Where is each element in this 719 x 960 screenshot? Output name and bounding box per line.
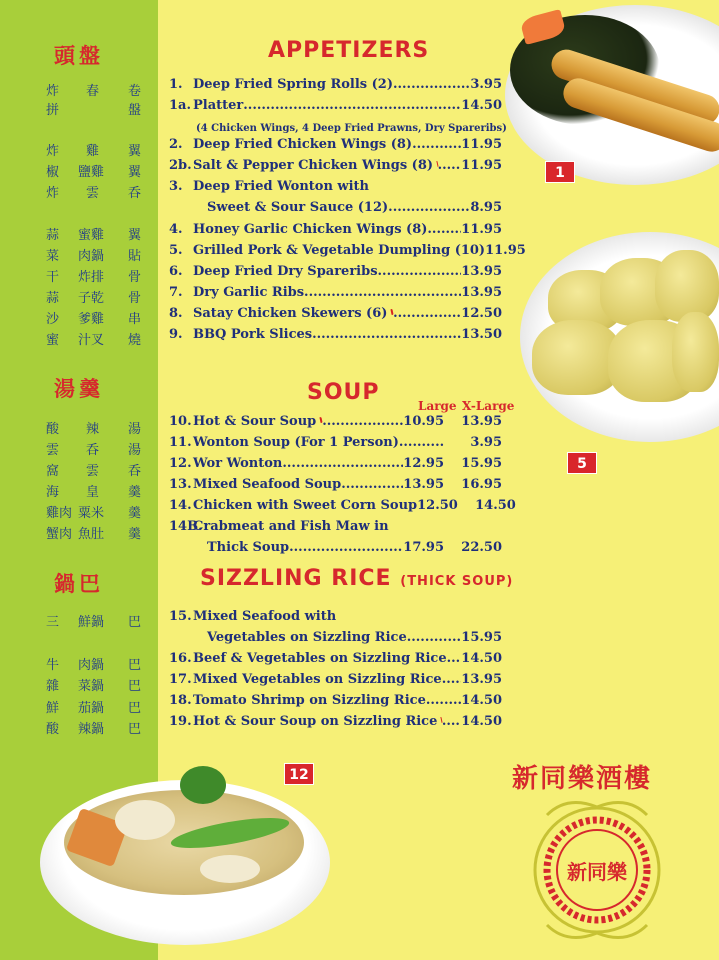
cn-item [46, 287, 142, 307]
price-large: 12.50 [417, 498, 458, 513]
item-number: 11. [169, 435, 192, 450]
cn-item-char: 粟米 [78, 506, 105, 521]
item-name: Vegetables on Sizzling Rice [207, 630, 407, 645]
tofu-piece [115, 800, 175, 840]
item-number: 7. [169, 285, 183, 300]
photo-badge-1: 1 [545, 161, 575, 183]
price-xlarge: 15.95 [461, 456, 502, 471]
cn-item [46, 675, 142, 695]
cn-item-char: 骨 [128, 291, 142, 306]
cn-item-char: 椒 [46, 165, 60, 180]
sizzling-subtitle: (THICK SOUP) [400, 574, 514, 589]
cn-item-char: 呑 [128, 186, 142, 201]
cn-item [46, 502, 142, 522]
dot-leader [438, 158, 462, 173]
item-price: 15.95 [461, 630, 502, 645]
broccoli [180, 766, 226, 804]
cn-item-char: 窩 [46, 464, 60, 479]
item-number: 18. [169, 693, 192, 708]
menu-item-row [169, 714, 502, 735]
cn-item-char: 羹 [128, 527, 142, 542]
item-number: 8. [169, 306, 183, 321]
cn-item [46, 481, 142, 501]
cn-item-char: 巴 [128, 701, 142, 716]
menu-item-row [169, 435, 502, 456]
cn-item [46, 718, 142, 738]
cn-item-char: 湯 [128, 422, 142, 437]
cn-item-char: 羹 [128, 485, 142, 500]
price-xlarge: 14.50 [475, 498, 516, 513]
price-large: 13.95 [403, 477, 444, 492]
cn-item-char: 春 [86, 84, 100, 99]
cn-item [46, 523, 142, 543]
menu-item-row [169, 285, 502, 306]
price-large: 17.95 [403, 540, 444, 555]
cn-item [46, 439, 142, 459]
item-price: 11.95 [485, 243, 526, 258]
cn-item-char: 肉鍋 [78, 249, 105, 264]
item-name: Platter [193, 98, 244, 113]
cn-item [46, 161, 142, 181]
item-name: Crabmeat and Fish Maw in [193, 519, 389, 534]
dot-leader [312, 327, 461, 342]
dot-leader [442, 714, 461, 729]
item-number: 3. [169, 179, 183, 194]
cn-item-char: 雜 [46, 679, 60, 694]
menu-item-row [169, 327, 502, 348]
item-number: 5. [169, 243, 183, 258]
cn-item [46, 418, 142, 438]
item-name: Mixed Seafood Soup [193, 477, 342, 492]
cn-item-char: 蜜雞 [78, 228, 105, 243]
dot-leader [388, 200, 470, 215]
item-number: 15. [169, 609, 192, 624]
menu-item-row [169, 77, 502, 98]
item-number: 1a. [169, 98, 191, 113]
cn-item [46, 611, 142, 631]
price-large: 10.95 [403, 414, 444, 429]
item-price: 8.95 [470, 200, 502, 215]
col-large-label: Large [418, 399, 457, 413]
cn-item-char: 雞 [86, 144, 100, 159]
cn-item-char: 酸 [46, 722, 60, 737]
menu-item-row [169, 179, 502, 200]
dot-leader [427, 222, 461, 237]
menu-item-row [169, 98, 502, 119]
item-name: Grilled Pork & Vegetable Dumpling (10) [193, 243, 486, 258]
item-name: Mixed Seafood with [193, 609, 337, 624]
cn-item-char: 翼 [128, 165, 142, 180]
cn-item-char: 盤 [128, 103, 142, 118]
dot-leader [426, 693, 461, 708]
menu-item-row [169, 477, 502, 498]
cn-soup-heading: 湯羹 [54, 377, 104, 401]
cn-item-char: 卷 [128, 84, 142, 99]
cn-item [46, 224, 142, 244]
menu-item-row [169, 137, 502, 158]
item-price: 11.95 [461, 158, 502, 173]
item-price: 11.95 [461, 222, 502, 237]
dot-leader [378, 264, 462, 279]
cn-item-char: 蒜 [46, 291, 60, 306]
cn-item-char: 炸排 [78, 270, 105, 285]
menu-item-row [169, 414, 502, 435]
item-number: 14. [169, 498, 192, 513]
menu-item-row [169, 672, 502, 693]
cn-item-char: 辣 [86, 422, 100, 437]
item-number: 6. [169, 264, 183, 279]
cn-rice-heading: 鍋巴 [54, 572, 104, 596]
item-price: 12.50 [461, 306, 502, 321]
item-name: Wor Wonton [193, 456, 283, 471]
item-number: 19. [169, 714, 192, 729]
cn-item-char: 呑 [86, 443, 100, 458]
item-number: 1. [169, 77, 183, 92]
price-xlarge: 3.95 [470, 435, 502, 450]
item-name: Dry Garlic Ribs [193, 285, 305, 300]
cn-item-char: 貼 [128, 249, 142, 264]
cn-item-char: 炸 [46, 84, 60, 99]
item-name: Honey Garlic Chicken Wings (8) [193, 222, 428, 237]
item-price: 14.50 [461, 651, 502, 666]
dot-leader [393, 77, 470, 92]
item-price: 13.95 [461, 264, 502, 279]
dot-leader [243, 98, 461, 113]
item-price: 13.95 [461, 672, 502, 687]
item-name: Deep Fried Dry Spareribs [193, 264, 378, 279]
dot-leader [322, 414, 403, 429]
dumpling [672, 312, 719, 392]
cn-item-char: 骨 [128, 270, 142, 285]
item-price: 13.95 [461, 285, 502, 300]
item-number: 13. [169, 477, 192, 492]
item-price: 11.95 [461, 137, 502, 152]
cn-item-char: 皇 [86, 485, 100, 500]
cn-item-char: 沙 [46, 312, 60, 327]
menu-item-row [169, 264, 502, 285]
cn-appetizers-heading: 頭盤 [54, 44, 104, 68]
seal-text: 新同樂 [567, 860, 627, 884]
item-number: 2. [169, 137, 183, 152]
cn-item [46, 140, 142, 160]
dot-leader [304, 285, 461, 300]
wonton-piece [200, 855, 260, 883]
dot-leader [412, 137, 461, 152]
item-name: Wonton Soup (For 1 Person) [193, 435, 399, 450]
price-xlarge: 22.50 [461, 540, 502, 555]
menu-item-row [169, 693, 502, 714]
dot-leader [282, 456, 403, 471]
menu-item-row [169, 630, 502, 651]
item-price: 13.50 [461, 327, 502, 342]
item-price: 14.50 [461, 98, 502, 113]
cn-item-char: 爹雞 [78, 312, 105, 327]
soup-title: SOUP [307, 380, 380, 405]
item-name: Deep Fried Wonton with [193, 179, 370, 194]
cn-item-char: 菜鍋 [78, 679, 105, 694]
item-name: Thick Soup [207, 540, 290, 555]
cn-item-char: 湯 [128, 443, 142, 458]
cn-item-char: 翼 [128, 228, 142, 243]
cn-item-char: 蜜 [46, 333, 60, 348]
cn-item-char: 雲 [86, 464, 100, 479]
item-number: 14B. [169, 519, 203, 534]
cn-item-char: 巴 [128, 658, 142, 673]
menu-item-row [169, 519, 502, 540]
cn-item-char: 酸 [46, 422, 60, 437]
item-price: 14.50 [461, 714, 502, 729]
item-price: 14.50 [461, 693, 502, 708]
cn-item-char: 魚肚 [78, 527, 105, 542]
cn-item-char: 辣鍋 [78, 722, 105, 737]
cn-item-char: 鮮鍋 [78, 615, 105, 630]
cn-item-char: 茄鍋 [78, 701, 105, 716]
cn-item [46, 266, 142, 286]
item-name: Sweet & Sour Sauce (12) [207, 200, 389, 215]
cn-item-char: 鮮 [46, 701, 60, 716]
menu-item-row [169, 222, 502, 243]
cn-item-char: 羹 [128, 506, 142, 521]
platter-note: (4 Chicken Wings, 4 Deep Fried Prawns, Dry Spareribs) [196, 123, 507, 134]
cn-item-char: 雲 [46, 443, 60, 458]
sizzling-title-text: SIZZLING RICE [200, 566, 392, 591]
cn-item [46, 654, 142, 674]
cn-item-char: 子乾 [78, 291, 105, 306]
item-number: 12. [169, 456, 192, 471]
menu-item-row [169, 540, 502, 561]
photo-badge-5: 5 [567, 452, 597, 474]
dot-leader [393, 306, 461, 321]
item-number: 10. [169, 414, 192, 429]
item-number: 9. [169, 327, 183, 342]
cn-item [46, 245, 142, 265]
item-number: 17. [169, 672, 192, 687]
cn-item [46, 329, 142, 349]
cn-item-char: 炸 [46, 144, 60, 159]
menu-item-row [169, 158, 502, 179]
cn-item [46, 460, 142, 480]
cn-item-char: 翼 [128, 144, 142, 159]
cn-item-char: 雲 [86, 186, 100, 201]
dot-leader [399, 435, 444, 450]
dot-leader [407, 630, 462, 645]
cn-item [46, 697, 142, 717]
item-name: Hot & Sour Soup [193, 414, 317, 429]
dot-leader [289, 540, 403, 555]
menu-item-row [169, 243, 526, 264]
item-name: BBQ Pork Slices [193, 327, 313, 342]
item-name: Deep Fried Spring Rolls (2) [193, 77, 393, 92]
cn-item-char: 蟹肉 [46, 527, 73, 542]
item-name: Beef & Vegetables on Sizzling Rice [193, 651, 447, 666]
col-xlarge-label: X-Large [462, 399, 515, 413]
item-price: 3.95 [470, 77, 502, 92]
price-xlarge: 13.95 [461, 414, 502, 429]
cn-item-char: 牛 [46, 658, 60, 673]
cn-item-char: 巴 [128, 679, 142, 694]
item-name: Hot & Sour Soup on Sizzling Rice [193, 714, 438, 729]
menu-item-row [169, 651, 502, 672]
appetizers-title: APPETIZERS [268, 38, 430, 63]
cn-item-char: 鹽雞 [78, 165, 105, 180]
menu-item-row [169, 456, 502, 477]
item-name: Salt & Pepper Chicken Wings (8) [193, 158, 434, 173]
cn-item [46, 182, 142, 202]
cn-item-char: 三 [46, 615, 60, 630]
dot-leader [442, 672, 462, 687]
cn-item-char: 炸 [46, 186, 60, 201]
cn-item-char: 肉鍋 [78, 658, 105, 673]
cn-item-char: 蒜 [46, 228, 60, 243]
restaurant-seal-logo [527, 795, 667, 945]
dot-leader [341, 477, 403, 492]
cn-item-char: 海 [46, 485, 60, 500]
item-name: Satay Chicken Skewers (6) [193, 306, 388, 321]
cn-item-char: 巴 [128, 722, 142, 737]
item-number: 4. [169, 222, 183, 237]
cn-item-char: 干 [46, 270, 60, 285]
sizzling-title [200, 566, 513, 591]
dot-leader [447, 651, 462, 666]
cn-item-char: 汁叉 [78, 333, 105, 348]
dumpling [655, 250, 719, 322]
restaurant-name-cn: 新同樂酒樓 [512, 764, 653, 794]
price-large: 12.95 [403, 456, 444, 471]
item-name: Chicken with Sweet Corn Soup [193, 498, 418, 513]
menu-item-row [169, 200, 502, 221]
cn-item-char: 串 [128, 312, 142, 327]
cn-item [46, 80, 142, 100]
cn-item-char: 呑 [128, 464, 142, 479]
photo-badge-12: 12 [284, 763, 314, 785]
item-name: Tomato Shrimp on Sizzling Rice [193, 693, 426, 708]
cn-item-char: 巴 [128, 615, 142, 630]
item-number: 2b. [169, 158, 192, 173]
cn-item-char: 拼 [46, 103, 60, 118]
item-name: Mixed Vegetables on Sizzling Rice [193, 672, 442, 687]
menu-item-row [169, 498, 516, 519]
cn-item-char: 菜 [46, 249, 60, 264]
price-xlarge: 16.95 [461, 477, 502, 492]
menu-item-row [169, 306, 502, 327]
item-name: Deep Fried Chicken Wings (8) [193, 137, 413, 152]
item-number: 16. [169, 651, 192, 666]
cn-item-char: 雞肉 [46, 506, 73, 521]
cn-item-char: 燒 [128, 333, 142, 348]
menu-item-row [169, 609, 502, 630]
cn-item [46, 99, 142, 119]
cn-item [46, 308, 142, 328]
